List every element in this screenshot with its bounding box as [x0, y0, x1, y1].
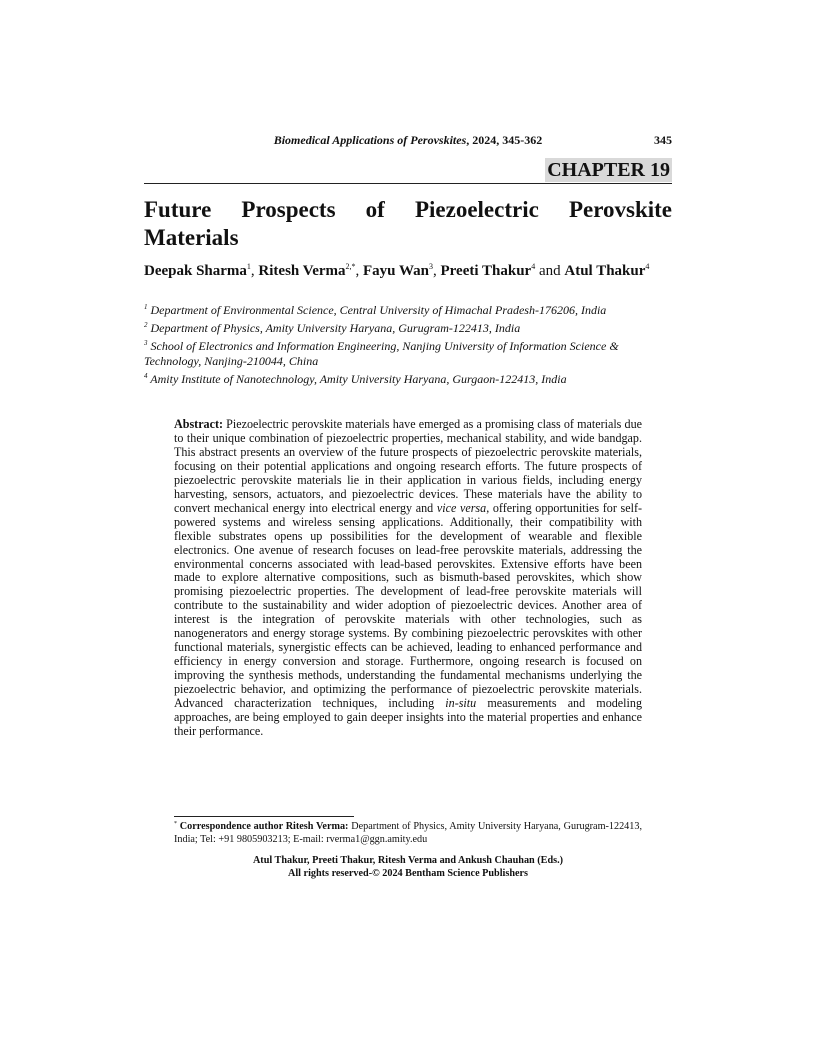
footnote-divider: [174, 816, 354, 817]
author-name: Atul Thakur: [564, 263, 646, 279]
running-header: [144, 133, 672, 149]
abstract-text: Piezoelectric perovskite materials have emerged as a promising class of materials due to their unique combination of piezoelectric properties, mechanical stability, and wide bandgap. This abstract presents an overview of the future prospects of piezoelectric perovskite materials, focusing on their potential applications and ongoing research efforts. The future prospects of piezoelectric perovskite materials lie in their application in various fields, including energy harvesting, sensors, actuators, and piezoelectric devices. These materials have the ability to convert mechanical energy into electrical energy and: [174, 417, 642, 515]
author-affiliation-mark: 1: [246, 262, 251, 271]
journal-citation: [144, 133, 672, 148]
affiliation-item: [144, 303, 672, 318]
affiliation-text: School of Electronics and Information Engineering, Nanjing University of Information Science & Technology, Nanjing-210044, China: [144, 339, 619, 368]
author-separator: and: [535, 263, 565, 279]
footnote-text: Department of Physics, Amity University Haryana, Gurugram-122413, India; Tel: +91 9805903213; E-mail: rverma1@ggn.amity.edu: [174, 821, 642, 845]
author-list: [144, 262, 672, 281]
author-name: Fayu Wan: [363, 263, 429, 279]
author-name: Preeti Thakur: [440, 263, 532, 279]
affiliation-text: Department of Physics, Amity University Haryana, Gurugram-122413, India: [150, 321, 521, 335]
footnote-mark: *: [174, 821, 177, 827]
affiliation-item: [144, 321, 672, 336]
abstract-text: , offering opportunities for self-powered systems and wireless sensing applications. Additionally, their compatibility with flexible substrates opens up possibilities for the development of wearable and flexible electronics. One avenue of research focuses on lead-free perovskite materials, addressing the environmental concerns associated with lead-based perovskites. Extensive efforts have been made to explore alternative compositions, such as bismuth-based perovskites, which show promising piezoelectric properties. The development of lead-free perovskite materials will contribute to the sustainability and wider adoption of piezoelectric devices. Another area of interest is the integration of perovskite materials with other technologies, such as nanogenerators and energy storage systems. By combining piezoelectric perovskites with other functional materials, synergistic effects can be achieved, leading to enhanced performance and efficiency in energy conversion and storage. Furthermore, ongoing research is focused on improving the synthesis methods, understanding the fundamental mechanisms underlying the piezoelectric behavior, and optimizing the performance of piezoelectric perovskite materials. Advanced characterization techniques, including: [174, 500, 642, 711]
publisher-footer: [174, 855, 642, 880]
editors-line: Atul Thakur, Preeti Thakur, Ritesh Verma and Ankush Chauhan (Eds.): [252, 855, 564, 866]
copyright-line: All rights reserved-© 2024 Bentham Science Publishers: [287, 867, 529, 879]
chapter-title: Future Prospects of Piezoelectric Perovskite Materials: [144, 197, 672, 250]
page-number: 345: [654, 133, 672, 147]
affiliation-item: [144, 372, 672, 387]
author-separator: ,: [433, 263, 441, 279]
chapter-label: CHAPTER 19: [547, 159, 670, 181]
author-separator: ,: [250, 263, 259, 279]
author-name: Deepak Sharma: [144, 263, 247, 279]
journal-volume-pages: , 2024, 345-362: [466, 133, 543, 147]
header-divider: [144, 183, 672, 184]
affiliation-text: Amity Institute of Nanotechnology, Amity University Haryana, Gurgaon-122413, India: [150, 372, 567, 386]
author-affiliation-mark: 4: [645, 262, 650, 271]
affiliation-list: [144, 303, 672, 390]
author-name: Ritesh Verma: [258, 263, 346, 279]
author-affiliation-mark: 3: [429, 262, 433, 271]
author-affiliation-mark: 2,*: [345, 262, 356, 271]
abstract-text: measurements and modeling approaches, are being employed to gain deeper insights into the material properties and enhance their performance.: [174, 696, 642, 738]
affiliation-item: [144, 339, 672, 369]
affiliation-mark: 3: [144, 339, 148, 347]
affiliation-mark: 4: [144, 372, 148, 380]
affiliation-mark: 2: [144, 321, 148, 329]
abstract-emphasis: in-situ: [445, 696, 477, 711]
author-affiliation-mark: 4: [531, 262, 536, 271]
journal-title: Biomedical Applications of Perovskites: [273, 133, 467, 147]
correspondence-footnote: [174, 821, 642, 846]
affiliation-text: Department of Environmental Science, Central University of Himachal Pradesh-176206, India: [150, 303, 607, 317]
abstract-emphasis: vice versa: [436, 500, 487, 515]
abstract: [174, 418, 642, 739]
affiliation-mark: 1: [144, 303, 148, 311]
abstract-label: Abstract:: [174, 417, 224, 431]
footnote-label: Correspondence author Ritesh Verma:: [179, 821, 349, 832]
author-separator: ,: [355, 263, 363, 279]
